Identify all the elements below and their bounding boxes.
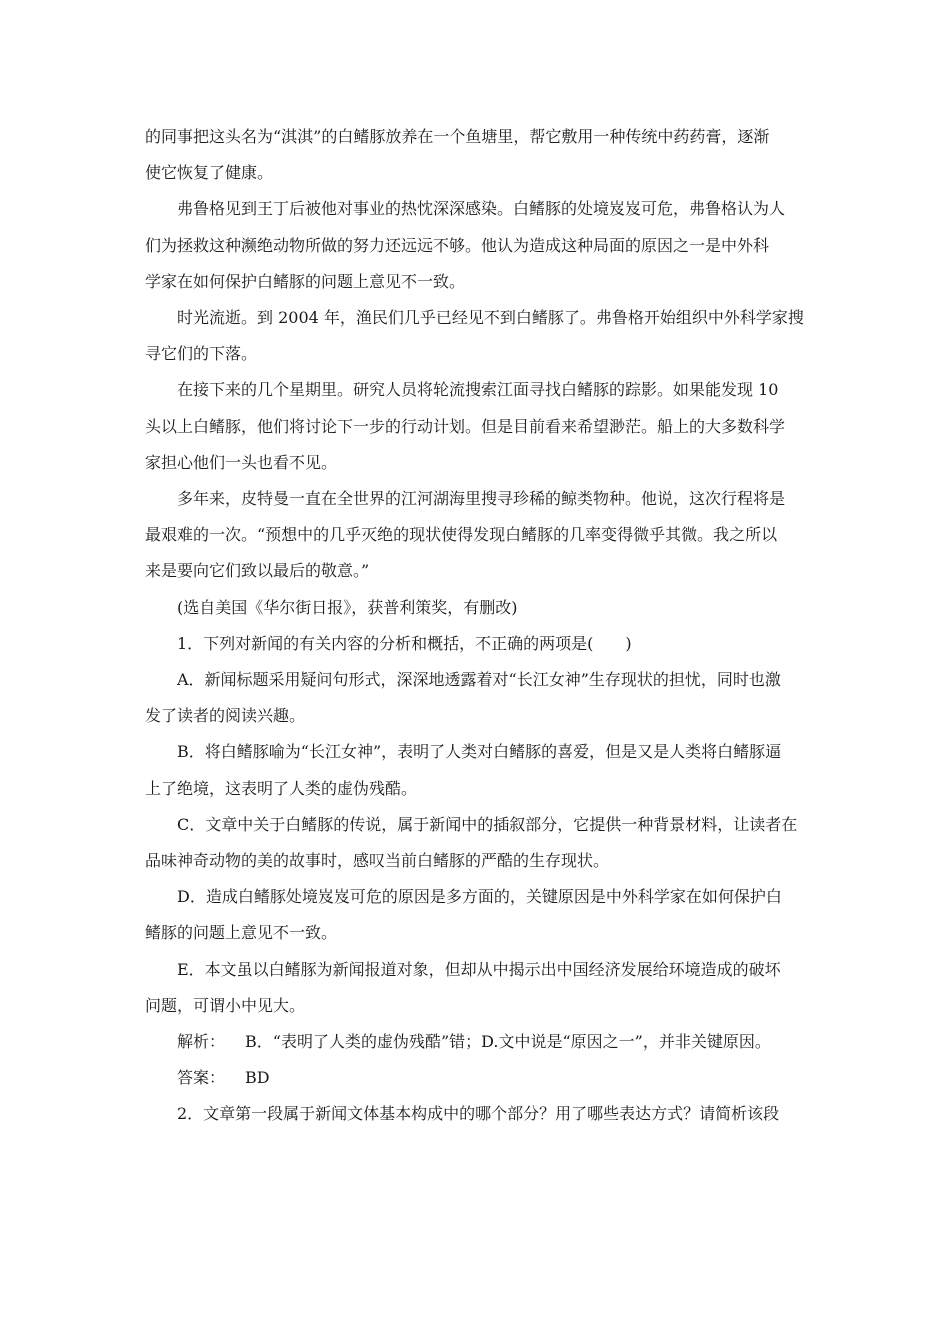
question-2-stem xyxy=(145,1096,809,1132)
option-c xyxy=(145,807,809,879)
answer-text: BD xyxy=(245,1068,270,1088)
text-line: 家担心他们一头也看不见。 xyxy=(145,452,338,472)
text-line: B．将白鳍豚喻为“长江女神”，表明了人类对白鳍豚的喜爱，但是又是人类将白鳍豚逼 xyxy=(177,742,782,762)
text-line: (选自美国《华尔街日报》，获普利策奖，有删改) xyxy=(177,597,518,617)
text-line: 的同事把这头名为“淇淇”的白鳍豚放养在一个鱼塘里，帮它敷用一种传统中药药膏，逐渐 xyxy=(145,127,770,146)
text-line: 来是要向它们致以最后的敬意。” xyxy=(145,561,370,581)
paragraph-story-continued xyxy=(145,119,809,191)
paragraph-flugel xyxy=(145,191,809,300)
paragraph-pitman xyxy=(145,481,809,590)
question-1-stem xyxy=(145,626,809,662)
source-note xyxy=(145,590,809,626)
analysis xyxy=(145,1024,809,1060)
option-b xyxy=(145,734,809,806)
text-line: 2．文章第一段属于新闻文体基本构成中的哪个部分？用了哪些表达方式？请简析该段 xyxy=(177,1104,780,1124)
text-line: 寻它们的下落。 xyxy=(145,344,258,364)
text-line: A．新闻标题采用疑问句形式，深深地透露着对“长江女神”生存现状的担忧，同时也激 xyxy=(177,670,781,690)
analysis-label: 解析： xyxy=(177,1032,226,1052)
text-line: 最艰难的一次。“预想中的几乎灭绝的现状使得发现白鳍豚的几率变得微乎其微。我之所以 xyxy=(145,525,778,545)
text-line xyxy=(145,1024,809,1060)
option-e xyxy=(145,952,809,1024)
analysis-text: B．“表明了人类的虚伪残酷”错；D.文中说是“原因之一”，并非关键原因。 xyxy=(245,1032,771,1052)
answer xyxy=(145,1060,809,1096)
text-line: 问题，可谓小中见大。 xyxy=(145,995,306,1015)
answer-label: 答案： xyxy=(177,1068,226,1088)
text-line: 品味神奇动物的美的故事时，感叹当前白鳍豚的严酷的生存现状。 xyxy=(145,851,610,871)
text-line: 1．下列对新闻的有关内容的分析和概括，不正确的两项是( ) xyxy=(177,633,632,653)
text-line: 头以上白鳍豚，他们将讨论下一步的行动计划。但是目前看来希望渺茫。船上的大多数科学 xyxy=(145,416,786,436)
text-line: C．文章中关于白鳍豚的传说，属于新闻中的插叙部分，它提供一种背景材料，让读者在 xyxy=(177,814,798,834)
text-line: 上了绝境，这表明了人类的虚伪残酷。 xyxy=(145,778,418,798)
paragraph-2004 xyxy=(145,300,809,372)
text-line: 弗鲁格见到王丁后被他对事业的热忱深深感染。白鳍豚的处境岌岌可危，弗鲁格认为人 xyxy=(177,199,786,219)
text-line: 使它恢复了健康。 xyxy=(145,163,274,183)
option-d xyxy=(145,879,809,951)
text-line: 学家在如何保护白鳍豚的问题上意见不一致。 xyxy=(145,271,466,291)
text-line: 发了读者的阅读兴趣。 xyxy=(145,706,306,726)
text-line: 鳍豚的问题上意见不一致。 xyxy=(145,923,338,943)
paragraph-search-weeks xyxy=(145,372,809,481)
text-line: 在接下来的几个星期里。研究人员将轮流搜索江面寻找白鳍豚的踪影。如果能发现 10 xyxy=(177,380,779,400)
text-line: 们为拯救这种濒绝动物所做的努力还远远不够。他认为造成这种局面的原因之一是中外科 xyxy=(145,235,770,255)
document-page xyxy=(145,119,809,1133)
text-line: 多年来，皮特曼一直在全世界的江河湖海里搜寻珍稀的鲸类物种。他说，这次行程将是 xyxy=(177,489,786,509)
text-line: 时光流逝。到 2004 年，渔民们几乎已经见不到白鳍豚了。弗鲁格开始组织中外科学家搜 xyxy=(177,308,804,328)
text-line: D．造成白鳍豚处境岌岌可危的原因是多方面的，关键原因是中外科学家在如何保护白 xyxy=(177,887,782,907)
option-a xyxy=(145,662,809,734)
text-line: E．本文虽以白鳍豚为新闻报道对象，但却从中揭示出中国经济发展给环境造成的破坏 xyxy=(177,959,781,979)
text-line xyxy=(145,1060,809,1096)
